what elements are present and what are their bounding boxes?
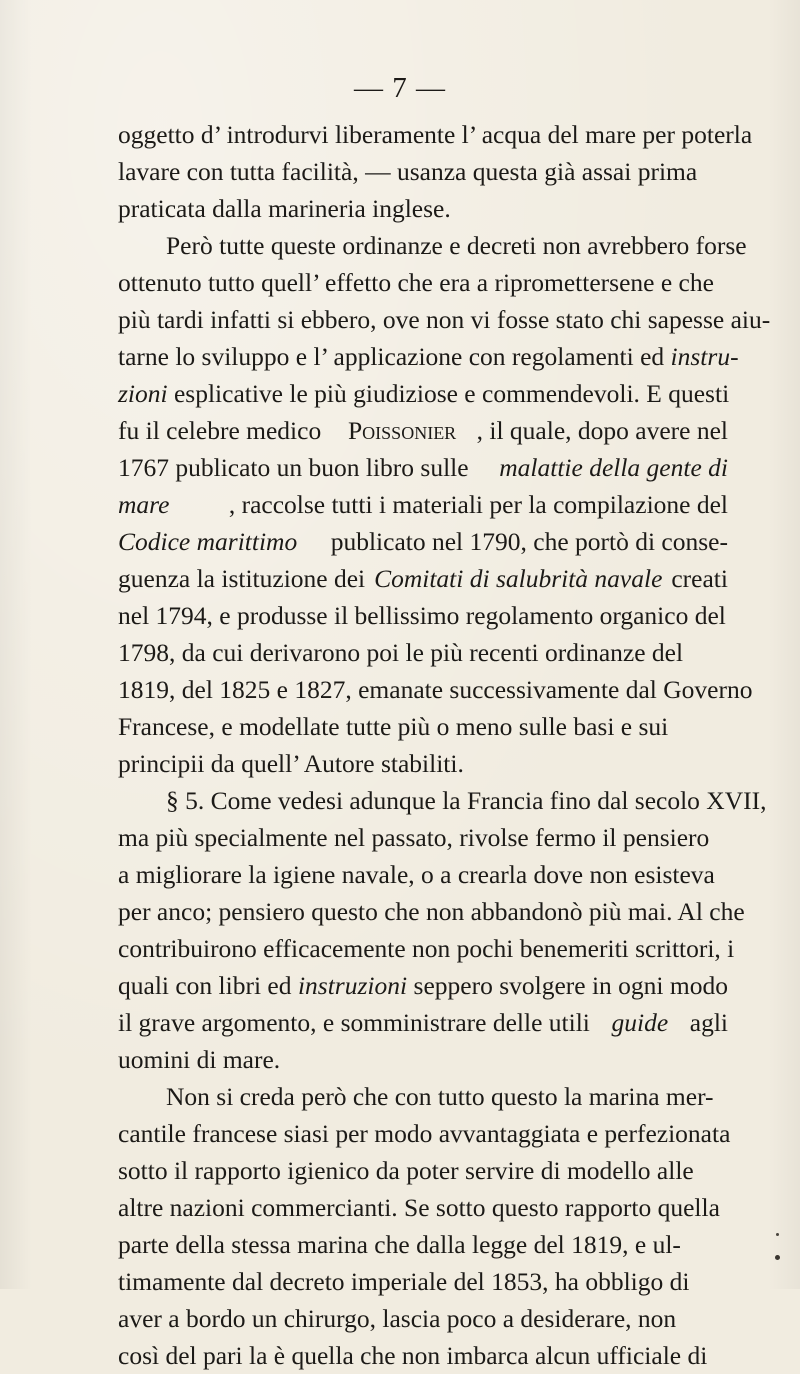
page-number: — 7 — [354,72,446,104]
paragraph-start-line: Non si creda però che con tutto questo la marina mer- [166,1082,714,1111]
italic-term: zioni [118,379,168,408]
ink-speck [776,1233,779,1236]
text-line: 1767 publicato un buon libro sulle malattie della gente di [118,449,728,486]
text-line: timamente dal decreto imperiale del 1853, ha obbligo di [118,1267,690,1296]
text-line: 1819, del 1825 e 1827, emanate successivamente dal Governo [118,675,753,704]
italic-term: guide [611,1008,669,1037]
italic-title: Comitati di salubrità navale [374,564,663,593]
text-line: fu il celebre medico Poissonier , il quale, dopo avere nel [118,412,728,449]
paragraph-start-line: Però tutte queste ordinanze e decreti non avrebbero forse [166,231,747,260]
text-line: 1798, da cui derivarono poi le più recenti ordinanze del [118,638,684,667]
text-line: praticata dalla marineria inglese. [118,194,451,223]
text-line: Francese, e modellate tutte più o meno sulle basi e sui [118,712,669,741]
text-line: a migliorare la igiene navale, o a crearla dove non esisteva [118,860,715,889]
author-name: Poissonier [348,416,457,445]
text-line: Codice marittimo publicato nel 1790, che portò di conse- [118,523,728,560]
text-line: ottenuto tutto quell’ effetto che era a ripromettersene e che [118,268,714,297]
text-line: per anco; pensiero questo che non abbandonò più mai. Al che [118,897,745,926]
text-line: principii da quell’ Autore stabiliti. [118,749,464,778]
ink-speck [775,1255,780,1260]
italic-term: instru- [670,342,739,371]
text-line: oggetto d’ introdurvi liberamente l’ acqua del mare per poterla [118,120,753,149]
text-line: quali con libri ed instruzioni seppero svolgere in ogni modo [118,967,728,1004]
text-line: il grave argomento, e somministrare delle utili guide agli [118,1004,728,1041]
text-line: parte della stessa marina che dalla legge del 1819, e ul- [118,1230,681,1259]
text-line: contribuirono efficacemente non pochi benemeriti scrittori, i [118,934,735,963]
text-line: tarne lo sviluppo e l’ applicazione con regolamenti ed instru- [118,338,728,375]
section-start-line: § 5. Come vedesi adunque la Francia fino dal secolo XVII, [166,786,767,815]
text-line: così del pari la è quella che non imbarca alcun ufficiale di [118,1341,708,1370]
body-text [118,116,771,1374]
italic-term: instruzioni [297,971,408,1000]
text-line: guenza la istituzione dei Comitati di salubrità navale creati [118,560,728,597]
text-line: lavare con tutta facilità, — usanza questa già assai prima [118,157,698,186]
text-line: zioni esplicative le più giudiziose e commendevoli. E questi [118,375,728,412]
italic-title: Codice marittimo [118,527,298,556]
text-line: sotto il rapporto igienico da poter servire di modello alle [118,1156,694,1185]
text-line: cantile francese siasi per modo avvantaggiata e perfezionata [118,1119,731,1148]
text-line: uomini di mare. [118,1045,281,1074]
italic-title: mare [118,490,170,519]
text-line: aver a bordo un chirurgo, lascia poco a desiderare, non [118,1304,677,1333]
text-line: ma più specialmente nel passato, rivolse fermo il pensiero [118,823,710,852]
text-line: mare , raccolse tutti i materiali per la compilazione del [118,486,728,523]
text-line: nel 1794, e produsse il bellissimo regolamento organico del [118,601,726,630]
text-line: più tardi infatti si ebbero, ove non vi fosse stato chi sapesse aiu- [118,305,771,334]
italic-title: malattie della gente di [499,453,728,482]
text-line: altre nazioni commercianti. Se sotto questo rapporto quella [118,1193,720,1222]
